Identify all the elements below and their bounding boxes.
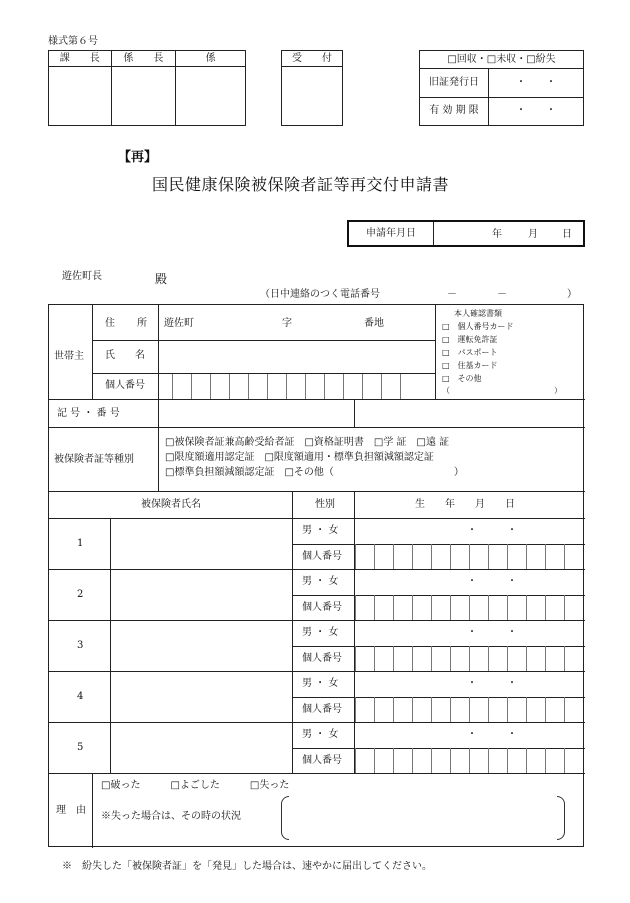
old-issue-date-label: 旧証発行日 — [420, 69, 489, 98]
receipt-label: 受 付 — [282, 51, 343, 67]
personal-no-label-cell — [293, 595, 355, 621]
sex-options: 男 ・ 女 — [302, 525, 339, 536]
card-status-box — [419, 50, 584, 126]
application-date-label: 申請年月日 — [348, 221, 434, 246]
application-date-value[interactable] — [434, 221, 585, 246]
sex-header: 性別 — [315, 499, 335, 510]
insured-row — [49, 671, 585, 722]
insured-name-input[interactable] — [111, 519, 293, 570]
main-form — [48, 304, 584, 847]
form-title: 国民健康保険被保険者証等再交付申請書 — [152, 175, 450, 194]
divider — [93, 340, 159, 341]
birth-header: 生 年 月 日 — [415, 499, 515, 510]
insured-rows — [49, 518, 585, 773]
household-head-label: 世帯主 — [54, 351, 84, 362]
row-number-cell — [49, 519, 111, 570]
insured-details — [293, 519, 585, 570]
symbol-number-label-cell — [49, 400, 159, 428]
insured-name-input[interactable] — [111, 570, 293, 621]
card-status-checks[interactable]: □回収・□未収・□紛失 — [420, 51, 584, 69]
footnote: ※ 紛失した「被保険者証」を「発見」した場合は、速やかに届出してください。 — [62, 861, 432, 872]
row-number-cell — [49, 570, 111, 621]
address-aza: 字 — [282, 318, 292, 329]
sex-options: 男 ・ 女 — [302, 729, 339, 740]
insured-name-input[interactable] — [111, 672, 293, 723]
personal-no-label: 個人番号 — [302, 755, 342, 766]
birth-date-input[interactable]: ・ ・ — [467, 627, 517, 638]
personal-no-boxes[interactable] — [355, 748, 585, 774]
insured-row — [49, 518, 585, 569]
receipt-stamp-box — [281, 50, 343, 126]
id-documents-box — [435, 305, 585, 399]
phone-input[interactable]: － － ） — [447, 289, 577, 300]
number-input[interactable] — [355, 400, 585, 428]
row-number: 4 — [77, 691, 84, 702]
phone-label: （日中連絡のつく電話番号 — [260, 289, 380, 300]
sex-options: 男 ・ 女 — [302, 576, 339, 587]
sex-options: 男 ・ 女 — [302, 678, 339, 689]
day-unit: 日 — [562, 229, 572, 240]
personal-no-boxes[interactable] — [355, 595, 585, 621]
id-doc-juki-card[interactable]: □ 住基カード — [442, 361, 498, 370]
id-doc-mynumber[interactable]: □ 個人番号カード — [442, 322, 514, 331]
form-style-number: 様式第６号 — [48, 36, 98, 47]
symbol-number-row — [49, 399, 585, 427]
insured-name-input[interactable] — [111, 621, 293, 672]
symbol-input[interactable] — [159, 400, 355, 428]
left-paren-shape — [281, 796, 289, 840]
personal-no-label: 個人番号 — [302, 653, 342, 664]
reason-row — [49, 773, 585, 848]
insured-name-header-cell — [49, 492, 293, 519]
address-label: 住 所 — [105, 318, 153, 329]
household-head-personal-number-boxes[interactable] — [159, 373, 435, 400]
row-number: 2 — [77, 589, 84, 600]
sex-header-cell — [293, 492, 355, 519]
row-number-cell — [49, 723, 111, 774]
stamp-cell-1[interactable] — [49, 67, 112, 126]
right-paren-shape — [557, 796, 565, 840]
card-type-label-cell — [49, 428, 159, 492]
sex-select[interactable] — [293, 570, 355, 595]
household-head-name-input[interactable] — [159, 341, 435, 373]
sex-select[interactable] — [293, 672, 355, 697]
household-values — [159, 305, 435, 399]
id-doc-license[interactable]: □ 運転免許証 — [442, 335, 498, 344]
personal-no-label-cell — [293, 748, 355, 774]
sex-select[interactable] — [293, 519, 355, 544]
reason-options[interactable]: □破った □よごした □失った — [101, 780, 290, 791]
personal-no-label-cell — [293, 646, 355, 672]
lost-note: ※失った場合は、その時の状況 — [101, 811, 241, 822]
stamp-cell-3[interactable] — [176, 67, 246, 126]
reason-label-cell — [49, 774, 93, 848]
stamp-cell-2[interactable] — [111, 67, 176, 126]
insured-header-row — [49, 491, 585, 518]
personal-no-label-cell — [293, 697, 355, 723]
insured-details — [293, 723, 585, 774]
address-banchi: 番地 — [364, 318, 384, 329]
card-type-options-2[interactable]: □限度額適用認定証 □限度額適用・標準負担額減額認定証 — [165, 452, 434, 463]
personal-no-boxes[interactable] — [355, 646, 585, 672]
application-date-box — [347, 220, 585, 247]
row-number-cell — [49, 672, 111, 723]
personal-no-label: 個人番号 — [302, 602, 342, 613]
card-type-label: 被保険者証等種別 — [54, 454, 134, 465]
insured-details — [293, 621, 585, 672]
personal-no-boxes[interactable] — [355, 697, 585, 723]
personal-no-label-cell — [293, 544, 355, 570]
birth-date-input[interactable]: ・ ・ — [467, 576, 517, 587]
role-staff: 係 — [176, 51, 246, 67]
sex-select[interactable] — [293, 621, 355, 646]
name-label: 氏 名 — [105, 350, 145, 361]
card-type-row — [49, 427, 585, 491]
personal-number-label: 個人番号 — [105, 380, 145, 391]
sex-select[interactable] — [293, 723, 355, 748]
id-doc-other-paren[interactable]: （ ） — [442, 386, 562, 395]
id-doc-passport[interactable]: □ パスポート — [442, 348, 498, 357]
birth-date-input[interactable]: ・ ・ — [467, 525, 517, 536]
honorific: 殿 — [155, 272, 168, 286]
reason-label: 理 由 — [56, 805, 86, 816]
symbol-number-label: 記 号 ・ 番 号 — [57, 408, 120, 419]
divider — [93, 373, 159, 374]
insured-row — [49, 569, 585, 620]
birth-date-input[interactable]: ・ ・ — [467, 678, 517, 689]
row-number: 3 — [77, 640, 84, 651]
insured-details — [293, 672, 585, 723]
household-labels — [93, 305, 159, 399]
id-doc-other[interactable]: □ その他 — [442, 374, 482, 383]
town-head: 遊佐町長 — [62, 271, 102, 282]
insured-row — [49, 620, 585, 671]
old-issue-date-value[interactable]: ・ ・ — [489, 69, 584, 98]
birth-date-input[interactable]: ・ ・ — [467, 729, 517, 740]
card-type-options-1[interactable]: □被保険者証兼高齢受給者証 □資格証明書 □学 証 □遠 証 — [165, 437, 450, 448]
reissue-prefix: 【再】 — [118, 150, 158, 165]
personal-no-label: 個人番号 — [302, 551, 342, 562]
row-number: 5 — [77, 742, 84, 753]
row-number: 1 — [77, 538, 84, 549]
validity-label: 有 効 期 限 — [420, 97, 489, 126]
card-type-options-3[interactable]: □標準負担額減額認定証 □その他（ ） — [165, 467, 464, 478]
receipt-stamp-cell[interactable] — [282, 67, 343, 126]
year-unit: 年 — [492, 229, 502, 240]
validity-value[interactable]: ・ ・ — [489, 97, 584, 126]
row-number-cell — [49, 621, 111, 672]
insured-details — [293, 570, 585, 621]
insured-name-header: 被保険者氏名 — [141, 499, 201, 510]
approval-stamp-table — [48, 50, 246, 126]
role-subsection-chief: 係 長 — [111, 51, 176, 67]
insured-row — [49, 722, 585, 773]
month-unit: 月 — [528, 229, 538, 240]
personal-no-boxes[interactable] — [355, 544, 585, 570]
household-head-label-cell — [49, 305, 93, 399]
personal-no-label: 個人番号 — [302, 704, 342, 715]
id-documents-title: 本人確認書類 — [454, 309, 502, 318]
address-town: 遊佐町 — [164, 318, 194, 329]
sex-options: 男 ・ 女 — [302, 627, 339, 638]
insured-name-input[interactable] — [111, 723, 293, 774]
address-input[interactable] — [159, 305, 435, 340]
lost-situation-input[interactable] — [281, 796, 565, 840]
role-section-chief: 課 長 — [49, 51, 112, 67]
